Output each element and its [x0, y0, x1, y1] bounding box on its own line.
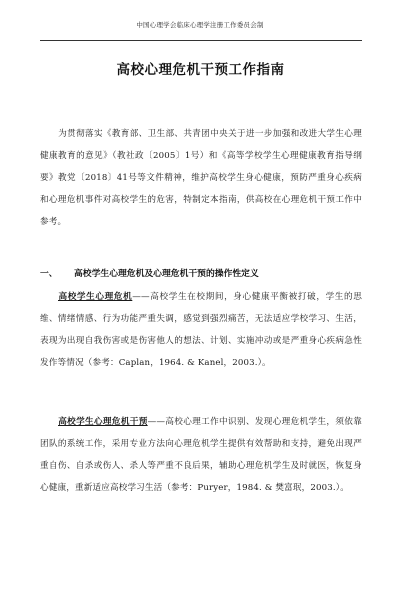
definition-text: ——高校学生在校期间，身心健康平衡被打破，学生的思维、情绪情感、行为功能严重失调，感觉到强烈痛苦，无法适应学校学习、生活，表现为出现自我伤害或是伤害他人的想法、计划、实施冲动或是严重身心疾病急性发作等情况（参考：Caplan，1964. & Kanel，2003.）。 [40, 292, 362, 368]
definition-text: ——高校心理工作中识别、发现心理危机学生，须依靠团队的系统工作，采用专业方法向心理危机学生提供有效帮助和支持，避免出现严重自伤、自杀或伤人、杀人等严重不良后果，辅助心理危机学生及时就医，恢复身心健康，重新适应高校学习生活（参考：Puryer，1984. & 樊富珉，2003.）。 [40, 417, 362, 493]
definition-term: 高校学生心理危机干预 [58, 417, 148, 427]
document-title: 高校心理危机干预工作指南 [116, 62, 285, 78]
section-number: 一、 [40, 269, 58, 279]
definition-paragraph-crisis [40, 286, 362, 374]
intro-text: 为贯彻落实《教育部、卫生部、共青团中央关于进一步加强和改进大学生心理健康教育的意见》（教社政〔2005〕1号）和《高等学校学生心理健康教育指导纲要》教党〔2018〕41号等文件精神，维护高校学生身心健康，预防严重身心疾病和心理危机事件对高校学生的危害，特制定本指南，供高校在心理危机干预工作中参考。 [40, 129, 362, 227]
definition-term: 高校学生心理危机 [58, 292, 133, 302]
section-heading-text: 高校学生心理危机及心理危机干预的操作性定义 [74, 269, 259, 279]
page-header: 中国心理学会临床心理学注册工作委员会制 [136, 21, 264, 29]
intro-paragraph [40, 123, 362, 233]
header-divider [40, 40, 362, 41]
definition-paragraph-intervention [40, 411, 362, 499]
section-heading [40, 266, 362, 279]
